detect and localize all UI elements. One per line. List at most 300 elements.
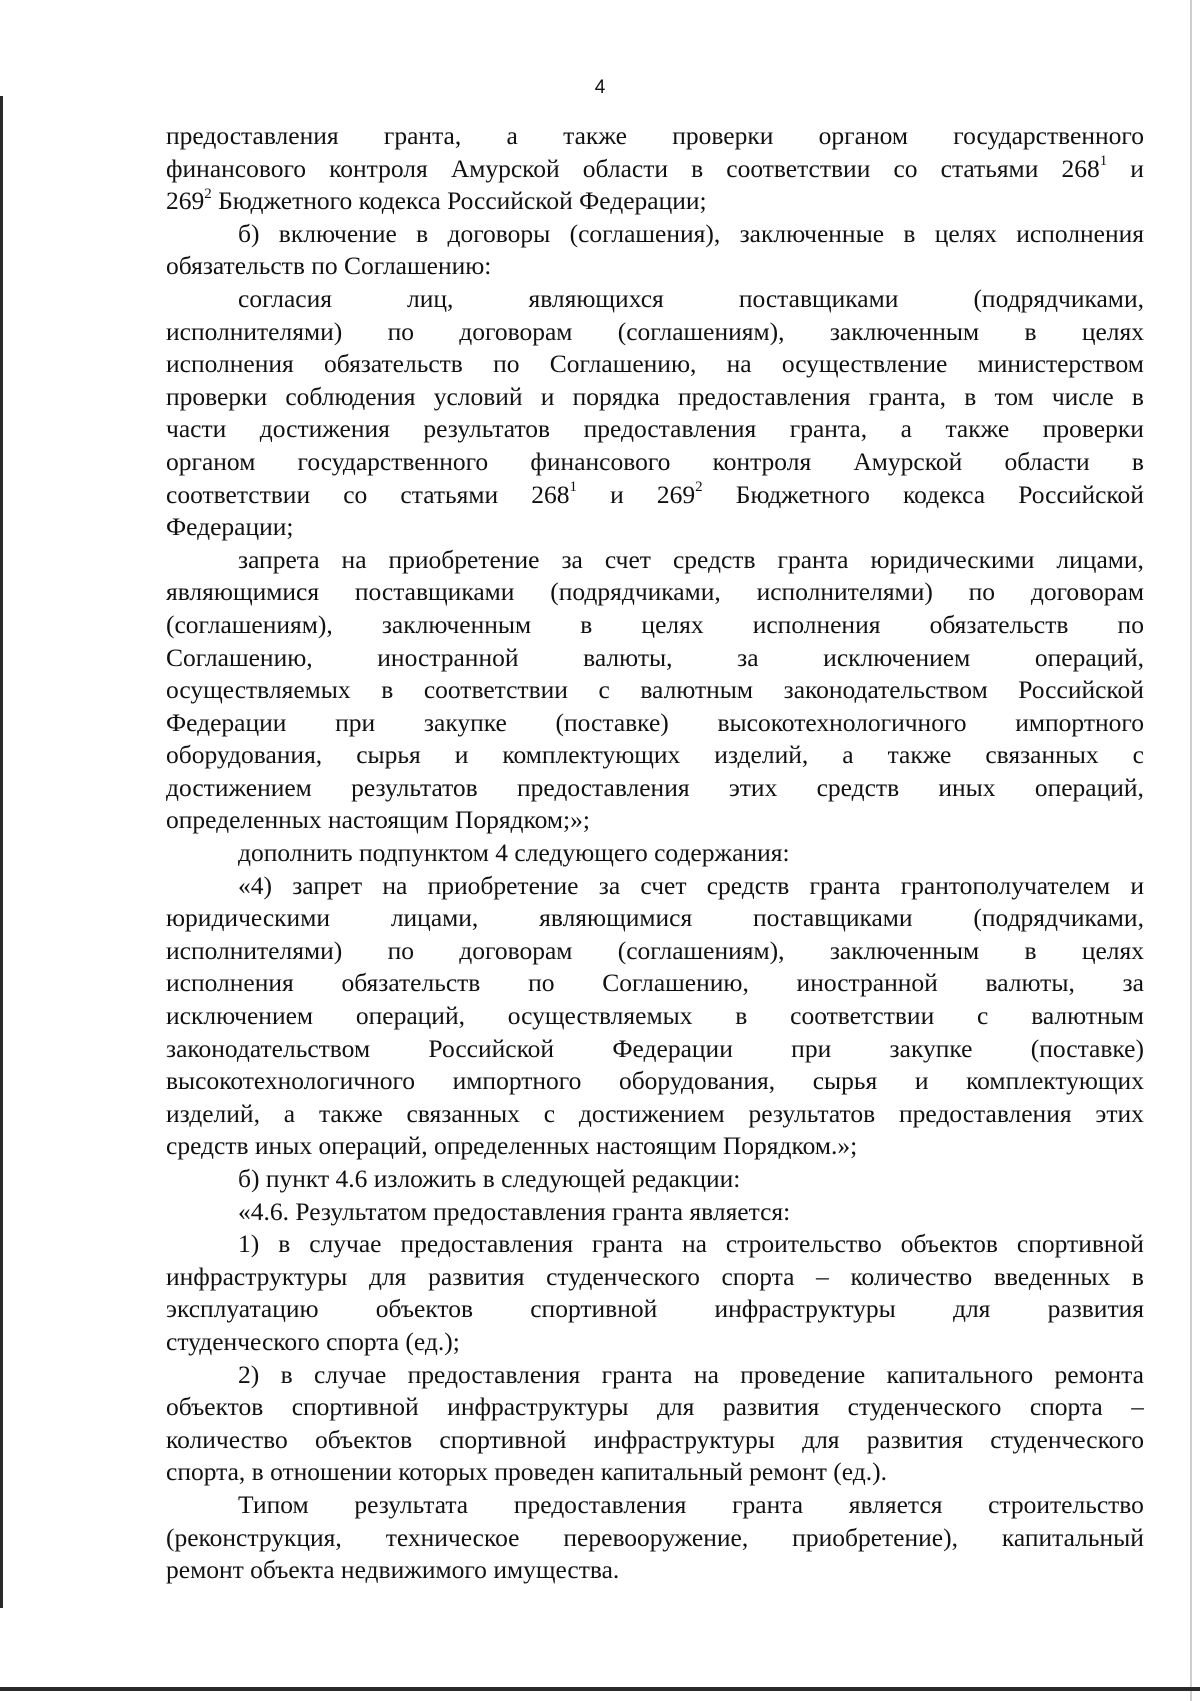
word: предоставления — [898, 1098, 1072, 1128]
word: эксплуатацию — [166, 1294, 319, 1324]
word: в — [964, 381, 977, 411]
word: Порядком;»; — [454, 805, 590, 835]
word: проведен — [494, 1457, 595, 1487]
text-line — [166, 576, 1144, 609]
word: настоящим — [328, 805, 449, 835]
word: Порядком.»; — [722, 1131, 858, 1161]
text-line — [166, 446, 1144, 479]
word: настоящим — [595, 1131, 717, 1161]
word: за — [598, 870, 621, 900]
word: предоставления — [583, 414, 757, 444]
word: высокотехнологичного — [717, 707, 967, 737]
word: операций, — [1034, 642, 1144, 672]
word: Амурской — [853, 446, 963, 476]
word: в — [1024, 316, 1037, 346]
text-line — [166, 1000, 1144, 1033]
text-line — [166, 1424, 1144, 1457]
word: является: — [689, 1196, 791, 1226]
word: для — [368, 1261, 407, 1291]
word: спортивной — [291, 1392, 419, 1422]
word: Российской — [447, 186, 573, 216]
word: объектов — [314, 1424, 413, 1454]
word: также — [945, 414, 1010, 444]
text-line — [166, 1196, 1144, 1229]
word: сырья — [356, 740, 421, 770]
word: при — [335, 707, 376, 737]
word: исполнителями) — [756, 577, 933, 607]
word: министерством — [977, 349, 1144, 379]
word: ремонт — [749, 1457, 827, 1487]
word: – — [1131, 1392, 1144, 1422]
word: студенческого — [166, 1326, 320, 1356]
word: предоставления — [433, 1196, 606, 1226]
word: области — [1004, 446, 1090, 476]
word: Российской — [1018, 675, 1144, 705]
word: Результатом — [295, 1196, 427, 1226]
word: также — [563, 121, 627, 150]
word: лицами, — [390, 903, 479, 933]
word: комплектующих — [966, 1066, 1144, 1096]
word: количество — [850, 1261, 973, 1291]
text-line — [166, 642, 1144, 675]
word: в — [381, 675, 394, 705]
word: гранта, — [383, 121, 462, 150]
word: капитальный — [1001, 1522, 1144, 1552]
word: гранта — [809, 870, 881, 900]
word: спорта — [326, 1326, 400, 1356]
text-line — [166, 1391, 1144, 1424]
word: контроля — [329, 153, 428, 183]
word: и — [540, 381, 555, 411]
word: Бюджетного — [735, 479, 870, 509]
word: этих — [728, 772, 778, 802]
word: на — [341, 544, 367, 574]
text-line — [166, 511, 1144, 544]
word: Федерации — [166, 707, 287, 737]
word: юридическими — [870, 544, 1035, 574]
word: средств — [706, 870, 790, 900]
word: поставщиками — [738, 283, 899, 313]
word: в — [1131, 1261, 1144, 1291]
word: в — [1131, 381, 1144, 411]
word: предоставления — [166, 121, 339, 150]
word: по — [528, 968, 555, 998]
word: исключением — [166, 1001, 314, 1031]
word: (поставке) — [555, 707, 669, 737]
word: соответствии — [166, 479, 311, 509]
word: предоставления — [407, 1359, 581, 1389]
word: (поставке) — [1030, 1033, 1144, 1063]
word: контроля — [712, 446, 812, 476]
word: финансового — [530, 446, 671, 476]
word: средств — [672, 544, 756, 574]
word: области — [582, 153, 669, 183]
word: договорам — [459, 316, 573, 346]
word: импортного — [1015, 707, 1144, 737]
word: том — [994, 381, 1034, 411]
text-line — [166, 967, 1144, 1000]
word: $268^1$ — [531, 479, 578, 509]
word: юридическими — [166, 903, 330, 933]
text-line — [166, 1326, 1144, 1359]
word: предоставления — [516, 772, 690, 802]
word: закупке — [423, 707, 507, 737]
word: изделий, — [166, 1098, 260, 1128]
word: исполнения — [166, 349, 294, 379]
text-line — [166, 935, 1144, 968]
word: развития — [428, 1261, 525, 1291]
word: строительство — [988, 1489, 1144, 1519]
word: проверки — [166, 381, 268, 411]
word: исполнителями) — [166, 935, 343, 965]
word: органом — [818, 121, 908, 150]
word: закупке — [889, 1033, 973, 1063]
word: подпунктом — [358, 838, 489, 868]
word: на — [382, 870, 408, 900]
text-line — [166, 479, 1144, 512]
word: введенных — [993, 1261, 1111, 1291]
word: техническое — [385, 1522, 520, 1552]
word: обязательств — [341, 968, 481, 998]
word: условий — [433, 381, 523, 411]
word: органом — [166, 446, 256, 476]
word: по — [387, 316, 414, 346]
word: соответствии — [423, 675, 568, 705]
word: этих — [1095, 1098, 1144, 1128]
word: Российской — [1018, 479, 1144, 509]
word: финансового — [166, 153, 307, 183]
word: гранта — [612, 1196, 684, 1226]
word: с — [977, 1001, 989, 1031]
word: по — [311, 251, 338, 281]
word: заключенным — [381, 609, 532, 639]
word: с — [598, 675, 610, 705]
word: (соглашениям), — [617, 935, 785, 965]
document-body — [166, 120, 1144, 1587]
word: связанных — [985, 740, 1099, 770]
word: и — [454, 740, 469, 770]
word: приобретение — [388, 544, 540, 574]
word: ремонта — [1054, 1359, 1144, 1389]
text-line — [166, 348, 1144, 381]
text-line — [166, 609, 1144, 642]
word: проверки — [672, 121, 774, 150]
text-line — [166, 1130, 1144, 1163]
text-line — [166, 413, 1144, 446]
word: и — [610, 479, 624, 509]
word: статьями — [400, 479, 499, 509]
word: операций, — [318, 1131, 428, 1161]
word: недвижимого — [340, 1555, 487, 1585]
word: Соглашению, — [549, 349, 697, 379]
word: Соглашению, — [166, 642, 313, 672]
text-line — [166, 544, 1144, 577]
word: в — [580, 609, 593, 639]
word: части — [166, 414, 227, 444]
word: средств — [816, 772, 900, 802]
word: иных — [254, 1131, 313, 1161]
word: гранта — [732, 1489, 804, 1519]
word: соблюдения — [285, 381, 416, 411]
text-line — [166, 381, 1144, 414]
word: определенных — [433, 1131, 590, 1161]
word: соответствии — [790, 1001, 935, 1031]
word: гранта, — [868, 381, 947, 411]
word: результата — [354, 1489, 469, 1519]
word: по — [1117, 609, 1144, 639]
word: $269^2$ — [656, 479, 703, 509]
word: и — [1130, 153, 1144, 183]
word: студенческого — [847, 1392, 1002, 1422]
word: соответствии — [726, 153, 871, 183]
word: на — [726, 349, 752, 379]
word: в — [278, 1229, 291, 1259]
word: иных — [938, 772, 996, 802]
word: в — [735, 1001, 748, 1031]
word: Федерации; — [579, 186, 707, 216]
word: с — [543, 1098, 556, 1128]
text-line — [166, 120, 1144, 153]
word: валюты, — [985, 968, 1075, 998]
word: со — [343, 479, 368, 509]
word: кодекса — [903, 479, 986, 509]
word: за — [1122, 968, 1144, 998]
word: целях — [1081, 935, 1144, 965]
scan-edge-left — [0, 96, 3, 1608]
word: валюты, — [583, 642, 673, 672]
text-line — [166, 1293, 1144, 1326]
word: Типом — [238, 1489, 309, 1519]
text-line — [166, 283, 1144, 316]
word: в — [280, 1359, 293, 1389]
word: гранта — [601, 1359, 673, 1389]
scan-edge-right — [1190, 0, 1192, 1701]
word: по — [493, 349, 520, 379]
word: 4.6 — [335, 1164, 368, 1193]
word: иностранной — [377, 642, 519, 672]
word: (ед.); — [405, 1326, 460, 1356]
word: законодательством — [166, 1033, 371, 1063]
word: определенных — [166, 805, 322, 835]
word: иностранной — [796, 968, 938, 998]
word: достижением — [166, 772, 312, 802]
word: (подрядчиками, — [973, 903, 1144, 933]
word: государственного — [953, 121, 1144, 150]
word: обязательств — [929, 609, 1069, 639]
word: средств — [166, 1131, 249, 1161]
word: с — [1132, 740, 1144, 770]
word: отношении — [270, 1457, 392, 1487]
word: за — [561, 544, 583, 574]
word: результатов — [351, 772, 478, 802]
word: содержания: — [654, 838, 790, 868]
word: являющимися — [166, 577, 320, 607]
word: числе — [1051, 381, 1114, 411]
word: лицами, — [1056, 544, 1144, 574]
text-line — [166, 739, 1144, 772]
word: статьями — [940, 153, 1039, 183]
word: счет — [604, 544, 651, 574]
word: дополнить — [238, 838, 353, 868]
word: заключенные — [739, 218, 885, 248]
word: развития — [722, 1392, 820, 1422]
word: а — [842, 740, 854, 770]
word: объекта — [250, 1555, 335, 1585]
word: Амурской — [450, 153, 560, 183]
word: согласия — [238, 283, 332, 313]
word: изделий, — [714, 740, 809, 770]
word: на — [693, 1359, 719, 1389]
word: спортивной — [530, 1294, 658, 1324]
text-line — [166, 250, 1144, 283]
text-line — [166, 804, 1144, 837]
word: объектов — [375, 1294, 474, 1324]
word: инфраструктуры — [166, 1261, 348, 1291]
word: операций, — [355, 1001, 465, 1031]
word: валютным — [1031, 1001, 1144, 1031]
word: инфраструктуры — [714, 1294, 896, 1324]
word: для — [656, 1392, 695, 1422]
word: 2) — [238, 1359, 260, 1389]
word: на — [681, 1229, 707, 1259]
word: оборудования, — [618, 1066, 776, 1096]
word: а — [900, 414, 912, 444]
word: перевооружение, — [563, 1522, 749, 1552]
text-line — [166, 1098, 1144, 1131]
word: (соглашения), — [569, 218, 721, 248]
word: счет — [640, 870, 687, 900]
word: спорта, — [166, 1457, 246, 1487]
word: инфраструктуры — [447, 1392, 629, 1422]
word: за — [737, 642, 759, 672]
word: целях — [641, 609, 704, 639]
word: студенческого — [546, 1261, 700, 1291]
word: инфраструктуры — [593, 1424, 775, 1454]
word: случае — [309, 1229, 382, 1259]
word: государственного — [297, 446, 489, 476]
word: $269^2$ — [166, 185, 212, 216]
word: количество — [166, 1424, 288, 1454]
text-line — [166, 218, 1144, 251]
word: грантополучателем — [900, 870, 1111, 900]
word: спорта — [1029, 1392, 1103, 1422]
word: б) — [238, 1164, 260, 1193]
word: кодекса — [358, 186, 441, 216]
page-number: 4 — [594, 77, 606, 98]
word: в — [1024, 935, 1037, 965]
word: являющимися — [539, 903, 693, 933]
word: в — [482, 1164, 495, 1193]
word: Соглашению: — [344, 251, 492, 281]
word: а — [283, 1098, 296, 1128]
text-line — [166, 674, 1144, 707]
word: высокотехнологичного — [166, 1066, 416, 1096]
word: осуществление — [781, 349, 948, 379]
word: для — [802, 1424, 840, 1454]
word: достижением — [578, 1098, 725, 1128]
word: лиц, — [407, 283, 454, 313]
word: обязательств — [323, 349, 463, 379]
word: исполнения — [752, 609, 881, 639]
word: (подрядчиками, — [550, 577, 721, 607]
word: редакции: — [631, 1164, 741, 1193]
word: в — [416, 218, 429, 248]
word: (соглашениям), — [166, 609, 333, 639]
word: осуществляемых — [507, 1001, 693, 1031]
word: – — [816, 1261, 829, 1291]
word: целях — [1081, 316, 1144, 346]
word: в — [903, 218, 916, 248]
word: включение — [278, 218, 397, 248]
word: по — [968, 577, 996, 607]
word: (реконструкция, — [166, 1522, 342, 1552]
word: в — [691, 153, 704, 183]
text-line — [166, 870, 1144, 903]
word: (подрядчиками, — [973, 283, 1144, 313]
word: следующего — [514, 838, 648, 868]
word: «4.6. — [238, 1196, 289, 1226]
text-line — [166, 772, 1144, 805]
word: запрет — [292, 870, 363, 900]
word: Соглашению, — [602, 968, 749, 998]
word: пункт — [265, 1164, 330, 1193]
text-line — [166, 1522, 1144, 1555]
word: предоставления — [513, 1489, 687, 1519]
word: импортного — [452, 1066, 582, 1096]
text-line — [166, 316, 1144, 349]
word: проверки — [1042, 414, 1144, 444]
word: результатов — [748, 1098, 876, 1128]
text-line — [166, 1065, 1144, 1098]
word: также — [887, 740, 952, 770]
word: спортивной — [1016, 1229, 1144, 1259]
word: договоры — [447, 218, 551, 248]
word: договорам — [1030, 577, 1144, 607]
text-line — [166, 1033, 1144, 1066]
text-line — [166, 153, 1144, 186]
word: операций, — [1034, 772, 1144, 802]
word: являющихся — [528, 283, 664, 313]
word: и — [1130, 870, 1144, 900]
word: исключением — [823, 642, 971, 672]
word: спорта — [721, 1261, 795, 1291]
word: капитального — [886, 1359, 1034, 1389]
word: развития — [1047, 1294, 1144, 1324]
word: комплектующих — [502, 740, 681, 770]
word: которых — [398, 1457, 489, 1487]
word: (соглашениям), — [617, 316, 785, 346]
word: валютным — [640, 675, 754, 705]
word: исполнения — [1016, 218, 1144, 248]
word: запрета — [238, 544, 320, 574]
text-line — [166, 1261, 1144, 1294]
word: обязательств — [166, 251, 305, 281]
word: проведение — [740, 1359, 866, 1389]
word: капитальный — [600, 1457, 743, 1487]
word: строительство — [725, 1229, 882, 1259]
word: достижения — [259, 414, 390, 444]
scan-edge-bottom — [0, 1687, 1200, 1691]
word: гранта — [777, 544, 849, 574]
word: а — [506, 121, 518, 150]
text-line — [166, 185, 1144, 218]
word: сырья — [812, 1066, 878, 1096]
word: в — [1131, 446, 1144, 476]
word: Бюджетного — [218, 186, 353, 216]
word: со — [893, 153, 918, 183]
word: и — [914, 1066, 929, 1096]
word: является — [848, 1489, 943, 1519]
